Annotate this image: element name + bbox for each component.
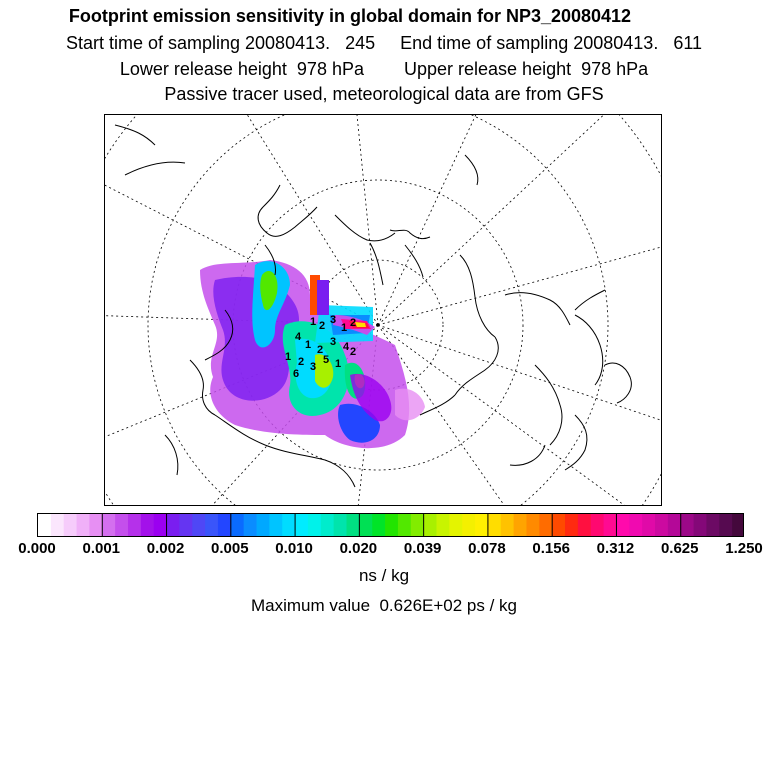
colorbar-swatch (706, 514, 719, 537)
colorbar-swatch (694, 514, 707, 537)
colorbar-swatch (501, 514, 514, 537)
colorbar-swatch (269, 514, 282, 537)
colorbar-swatch (347, 514, 360, 537)
svg-text:1: 1 (335, 358, 342, 370)
latitude-circles (105, 115, 662, 506)
colorbar-units: ns / kg (358, 566, 410, 585)
footprint-plume (200, 260, 425, 448)
colorbar-swatch (629, 514, 642, 537)
colorbar-swatch (642, 514, 655, 537)
colorbar-tick-label: 0.001 (82, 540, 121, 557)
colorbar-swatch (604, 514, 617, 537)
colorbar-swatch (591, 514, 604, 537)
svg-text:2: 2 (298, 356, 305, 368)
colorbar-swatch (449, 514, 462, 537)
colorbar-swatch (681, 514, 694, 537)
colorbar-swatch (462, 514, 475, 537)
colorbar-swatch (334, 514, 347, 537)
footprint-map (104, 114, 662, 506)
colorbar-swatch (488, 514, 501, 537)
colorbar-swatch (436, 514, 449, 537)
svg-text:2: 2 (317, 344, 324, 356)
svg-text:2: 2 (350, 317, 357, 329)
svg-text:2: 2 (350, 346, 357, 358)
colorbar-swatch (154, 514, 167, 537)
colorbar-swatch (77, 514, 90, 537)
colorbar-swatch (102, 514, 115, 537)
colorbar-tick-label: 0.078 (468, 540, 506, 557)
colorbar-tick-label: 1.250 (725, 540, 763, 557)
colorbar-swatch (231, 514, 244, 537)
meridian-lines (105, 115, 662, 506)
sampling-time-line: Start time of sampling 20080413. 245 End time of sampling 20080413. 611 (65, 33, 703, 53)
colorbar-swatch (411, 514, 424, 537)
colorbar-swatch (38, 514, 51, 537)
colorbar-swatch (719, 514, 732, 537)
colorbar-swatch (51, 514, 64, 537)
svg-text:1: 1 (310, 316, 317, 328)
colorbar-tick-label: 0.625 (660, 540, 699, 557)
colorbar-swatch (167, 514, 180, 537)
colorbar-swatch (398, 514, 411, 537)
colorbar (37, 513, 744, 537)
colorbar-swatch (179, 514, 192, 537)
colorbar-swatch (321, 514, 334, 537)
colorbar-swatch (655, 514, 668, 537)
colorbar-tick-label: 0.312 (596, 540, 635, 557)
colorbar-swatch (192, 514, 205, 537)
colorbar-swatch (359, 514, 372, 537)
colorbar-swatch (282, 514, 295, 537)
colorbar-swatch (424, 514, 437, 537)
svg-text:6: 6 (293, 368, 300, 380)
colorbar-swatch (668, 514, 681, 537)
colorbar-swatch (372, 514, 385, 537)
colorbar-swatch (295, 514, 308, 537)
colorbar-swatch (578, 514, 591, 537)
colorbar-swatch (218, 514, 231, 537)
colorbar-swatch (514, 514, 527, 537)
colorbar-tick-label: 0.010 (275, 540, 313, 557)
svg-text:3: 3 (330, 314, 337, 326)
svg-text:2: 2 (319, 320, 326, 332)
svg-text:4: 4 (343, 341, 350, 353)
colorbar-swatch (539, 514, 552, 537)
svg-text:3: 3 (310, 361, 317, 373)
release-height-line: Lower release height 978 hPa Upper release height 978 hPa (119, 59, 649, 79)
svg-text:1: 1 (305, 339, 312, 351)
svg-text:3: 3 (330, 336, 337, 348)
colorbar-swatch (64, 514, 77, 537)
colorbar-swatch (308, 514, 321, 537)
plot-title: Footprint emission sensitivity in global domain for NP3_20080412 (68, 6, 632, 26)
colorbar-swatch (115, 514, 128, 537)
svg-text:1: 1 (285, 351, 292, 363)
colorbar-swatch (205, 514, 218, 537)
svg-text:1: 1 (341, 322, 348, 334)
tracer-info-line: Passive tracer used, meteorological data are from GFS (164, 84, 604, 104)
colorbar-tick-label: 0.002 (146, 540, 185, 557)
colorbar-swatch (732, 514, 744, 537)
colorbar-tick-label: 0.000 (18, 540, 56, 557)
colorbar-swatch (244, 514, 257, 537)
colorbar-swatch (89, 514, 102, 537)
colorbar-swatch (475, 514, 488, 537)
svg-text:5: 5 (323, 354, 330, 366)
colorbar-swatch (141, 514, 154, 537)
colorbar-swatch (128, 514, 141, 537)
maximum-value-line: Maximum value 0.626E+02 ps / kg (251, 596, 517, 615)
colorbar-swatch (526, 514, 539, 537)
colorbar-swatch (616, 514, 629, 537)
colorbar-swatch (565, 514, 578, 537)
colorbar-swatch (385, 514, 398, 537)
colorbar-tick-label: 0.005 (211, 540, 249, 557)
colorbar-tick-label: 0.020 (339, 540, 378, 557)
colorbar-swatch (552, 514, 565, 537)
colorbar-swatch (257, 514, 270, 537)
svg-text:4: 4 (295, 331, 302, 343)
colorbar-tick-label: 0.156 (532, 540, 570, 557)
colorbar-tick-label: 0.039 (403, 540, 442, 557)
